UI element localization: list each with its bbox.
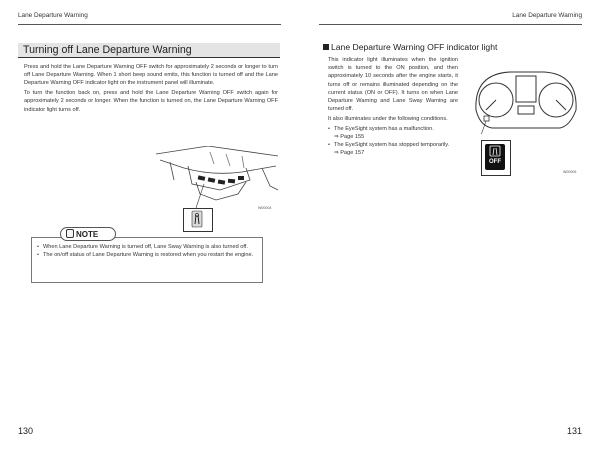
- indicator-paragraph: This indicator light illuminates when the ignition switch is turned to the ON position, and then approximately 10 seconds after the engine starts, it turns off or remains illuminated depending on the current status (ON or OFF). It turns on when Lane Departure Warning and Lane Sway Warning are turned off.: [328, 57, 458, 113]
- right-page-number: 131: [566, 426, 582, 436]
- section-bullet-square: [323, 44, 329, 50]
- conditions-list: [328, 125, 458, 158]
- note-label-text: NOTE: [76, 230, 99, 239]
- conditions-intro: It also illuminates under the following conditions.: [328, 115, 448, 122]
- instruction-paragraph-2: To turn the function back on, press and hold the Lane Departure Warning OFF switch again for approximately 2 seconds or longer. When the function is turned on, the Lane Departure Warning OFF indicator light turns off.: [24, 90, 278, 113]
- page-reference-link[interactable]: ⇒ Page 157: [334, 150, 365, 157]
- condition-item: [328, 125, 458, 141]
- section-title: Turning off Lane Departure Warning: [18, 43, 280, 58]
- left-body-text: [24, 63, 278, 115]
- right-header-rule: [319, 24, 582, 25]
- right-figure-id: W00005: [563, 170, 577, 174]
- note-item: • The on/off status of Lane Departure Warning is restored when you restart the engine.: [37, 251, 259, 259]
- left-figure-id: W00004: [258, 206, 272, 210]
- note-hand-icon: [66, 229, 74, 238]
- instruction-paragraph-1: Press and hold the Lane Departure Warning OFF switch for approximately 2 seconds or longer to turn off Lane Departure Warning. When 1 short beep sound emits, this function is turned off and the Lane Departure Warning OFF indicator light on the instrument panel will illuminate.: [24, 64, 278, 87]
- page-reference-link[interactable]: ⇒ Page 155: [334, 133, 365, 140]
- subsection-title: [323, 42, 497, 52]
- right-body-text: [328, 56, 458, 157]
- right-header-title: Lane Departure Warning: [512, 12, 582, 19]
- condition-item: [328, 141, 458, 157]
- indicator-light: [485, 144, 505, 170]
- switch-inset: [183, 208, 213, 232]
- left-header-rule: [18, 24, 281, 25]
- condition-text: The EyeSight system has stopped temporarily.: [334, 142, 450, 149]
- note-item: • When Lane Departure Warning is turned off, Lane Sway Warning is also turned off.: [37, 243, 259, 251]
- condition-text: The EyeSight system has a malfunction.: [334, 125, 434, 132]
- note-content: [37, 243, 259, 259]
- indicator-inset: [481, 140, 511, 176]
- left-page-number: 130: [18, 426, 34, 436]
- lane-departure-indicator-icon: [485, 144, 505, 158]
- instrument-cluster-illustration: [470, 64, 582, 134]
- subsection-title-text: Lane Departure Warning OFF indicator light: [331, 42, 498, 52]
- note-label: [60, 227, 116, 241]
- indicator-off-label: OFF: [489, 159, 501, 165]
- left-header-title: Lane Departure Warning: [18, 12, 88, 19]
- lane-departure-icon: [184, 209, 210, 229]
